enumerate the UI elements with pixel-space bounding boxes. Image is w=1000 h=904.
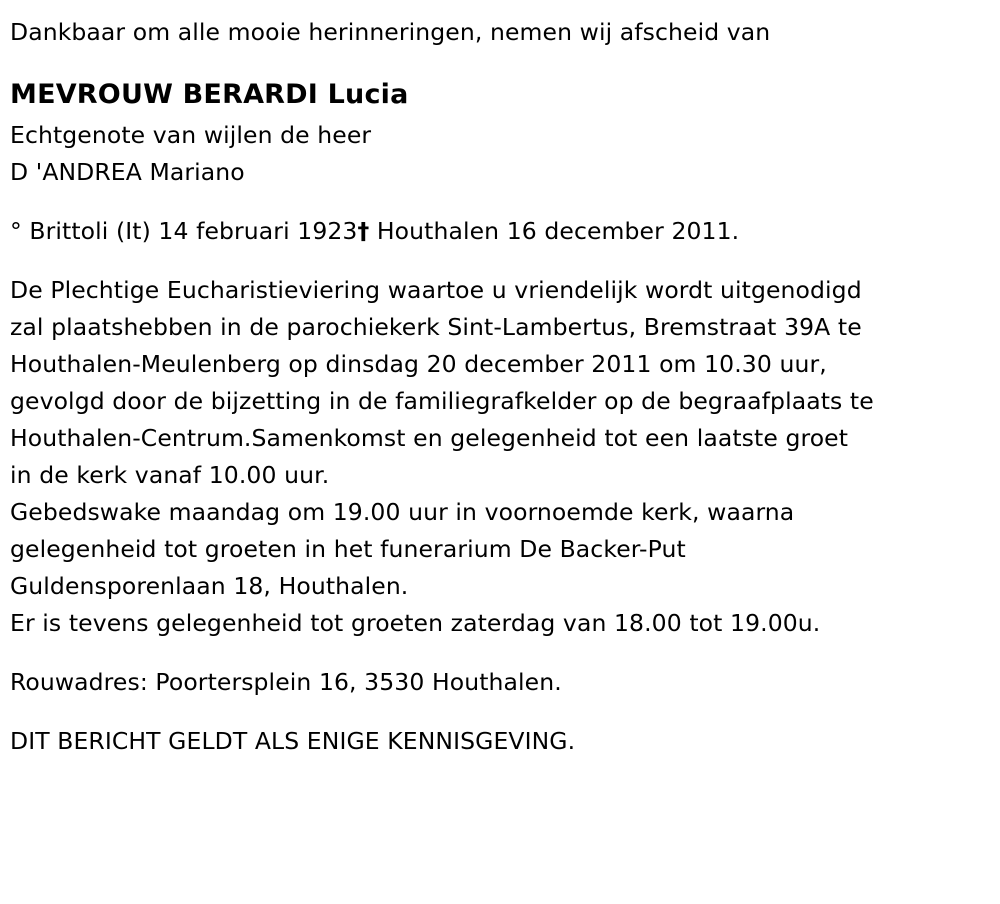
- relation-line-1: Echtgenote van wijlen de heer: [10, 121, 372, 149]
- spacer-after-address: [10, 701, 990, 723]
- service-line: De Plechtige Eucharistieviering waartoe u vriendelijk wordt uitgenodigd: [10, 276, 862, 304]
- spacer-after-dates: [10, 250, 990, 272]
- cross-dagger-icon: †: [357, 217, 370, 245]
- intro-line: Dankbaar om alle mooie herinneringen, nemen wij afscheid van: [10, 18, 771, 46]
- relation-line-2: D 'ANDREA Mariano: [10, 158, 245, 186]
- service-line: Er is tevens gelegenheid tot groeten zaterdag van 18.00 tot 19.00u.: [10, 609, 821, 637]
- spacer-after-relation: [10, 191, 990, 213]
- service-line: Houthalen-Meulenberg op dinsdag 20 december 2011 om 10.30 uur,: [10, 350, 827, 378]
- service-line: Guldensporenlaan 18, Houthalen.: [10, 572, 409, 600]
- birth-text: Brittoli (It) 14 februari 1923: [21, 217, 358, 245]
- service-line: gelegenheid tot groeten in het funerarium De Backer-Put: [10, 535, 686, 563]
- death-text: Houthalen 16 december 2011.: [369, 217, 740, 245]
- final-notice-line: DIT BERICHT GELDT ALS ENIGE KENNISGEVING.: [10, 727, 576, 755]
- birth-symbol-icon: °: [10, 217, 22, 245]
- service-line: gevolgd door de bijzetting in de familiegrafkelder op de begraafplaats te: [10, 387, 874, 415]
- spacer-after-intro: [10, 51, 990, 73]
- deceased-name: MEVROUW BERARDI Lucia: [10, 79, 409, 110]
- service-line: Gebedswake maandag om 19.00 uur in voornoemde kerk, waarna: [10, 498, 795, 526]
- spacer-after-service: [10, 642, 990, 664]
- dates-line: [10, 213, 990, 250]
- service-line: Houthalen-Centrum.Samenkomst en gelegenheid tot een laatste groet: [10, 424, 849, 452]
- mourning-address-line: Rouwadres: Poortersplein 16, 3530 Houthalen.: [10, 668, 562, 696]
- service-line: zal plaatshebben in de parochiekerk Sint-Lambertus, Bremstraat 39A te: [10, 313, 862, 341]
- service-line: in de kerk vanaf 10.00 uur.: [10, 461, 330, 489]
